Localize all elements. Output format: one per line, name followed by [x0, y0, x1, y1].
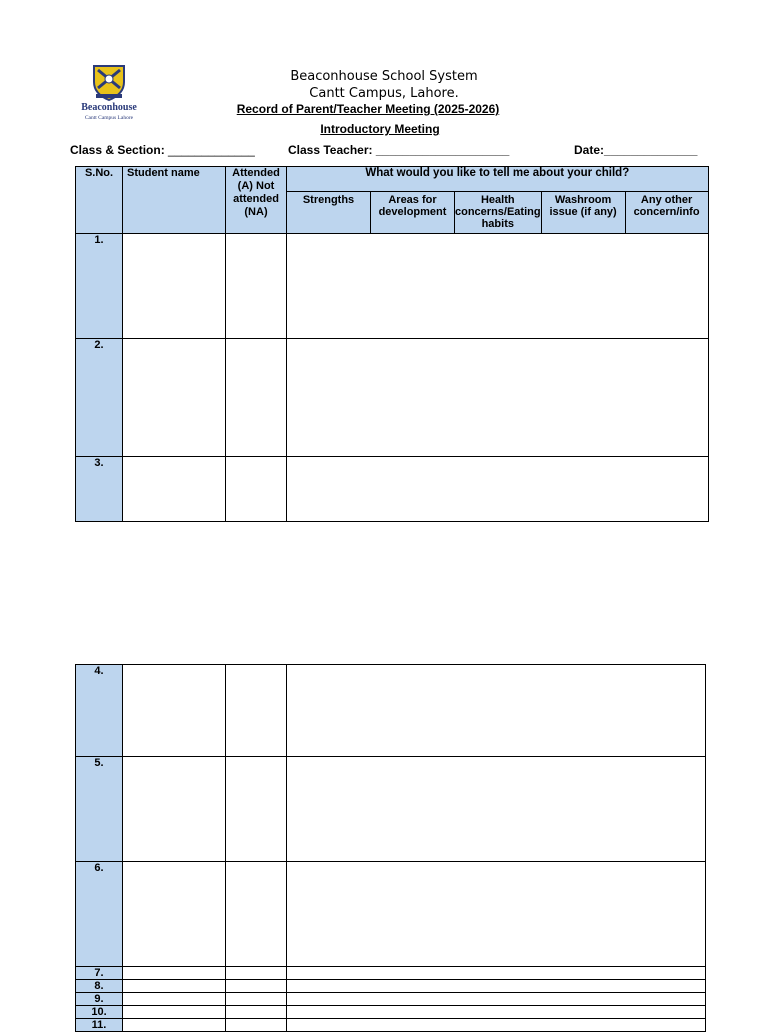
class-section-label: Class & Section:: [70, 143, 165, 157]
student-name-cell[interactable]: [123, 234, 226, 339]
table-row: [76, 862, 706, 967]
table-row: [76, 967, 706, 980]
row-number: 3.: [76, 457, 123, 522]
meeting-table-page2: [75, 664, 706, 1032]
campus-name: Cantt Campus, Lahore.: [309, 86, 459, 101]
notes-cell[interactable]: [287, 339, 709, 457]
class-section-field: [70, 143, 255, 157]
school-name: Beaconhouse School System: [290, 69, 478, 84]
class-section-blank[interactable]: _____________: [168, 143, 255, 157]
notes-cell[interactable]: [287, 757, 706, 862]
student-name-cell[interactable]: [123, 339, 226, 457]
row-number: 11.: [76, 1019, 123, 1032]
notes-cell[interactable]: [287, 665, 706, 757]
notes-cell[interactable]: [287, 980, 706, 993]
student-name-cell[interactable]: [123, 1006, 226, 1019]
table-row: [76, 980, 706, 993]
header-strengths: Strengths: [287, 192, 371, 234]
table-row: [76, 339, 709, 457]
meeting-table-page1: [75, 166, 709, 522]
student-name-cell[interactable]: [123, 457, 226, 522]
row-number: 4.: [76, 665, 123, 757]
table-row: [76, 993, 706, 1006]
class-teacher-label: Class Teacher:: [288, 143, 373, 157]
date-blank[interactable]: ______________: [604, 143, 698, 157]
attended-cell[interactable]: [226, 993, 287, 1006]
logo-subtitle: Cantt Campus Lahore: [84, 115, 134, 121]
row-number: 5.: [76, 757, 123, 862]
notes-cell[interactable]: [287, 967, 706, 980]
date-label: Date:: [574, 143, 605, 157]
table-row: [76, 457, 709, 522]
logo-name: Beaconhouse: [81, 102, 137, 113]
header-washroom: Washroom issue (if any): [541, 192, 625, 234]
row-number: 10.: [76, 1006, 123, 1019]
table-row: [76, 1006, 706, 1019]
student-name-cell[interactable]: [123, 993, 226, 1006]
student-name-cell[interactable]: [123, 980, 226, 993]
student-name-cell[interactable]: [123, 665, 226, 757]
attended-cell[interactable]: [226, 234, 287, 339]
header-areas-development: Areas for development: [371, 192, 455, 234]
row-number: 9.: [76, 993, 123, 1006]
attended-cell[interactable]: [226, 1006, 287, 1019]
class-teacher-blank[interactable]: ____________________: [375, 143, 510, 157]
meeting-title: Introductory Meeting: [320, 122, 440, 136]
header-attended: Attended (A) Not attended (NA): [226, 167, 287, 234]
attended-cell[interactable]: [226, 757, 287, 862]
header-question: What would you like to tell me about your child?: [287, 167, 709, 192]
attended-cell[interactable]: [226, 457, 287, 522]
record-title: Record of Parent/Teacher Meeting (2025-2026): [236, 102, 500, 116]
table-row: [76, 234, 709, 339]
table-row: [76, 1019, 706, 1032]
header-health: Health concerns/Eating habits: [455, 192, 542, 234]
notes-cell[interactable]: [287, 1006, 706, 1019]
row-number: 2.: [76, 339, 123, 457]
notes-cell[interactable]: [287, 234, 709, 339]
notes-cell[interactable]: [287, 1019, 706, 1032]
attended-cell[interactable]: [226, 967, 287, 980]
row-number: 6.: [76, 862, 123, 967]
notes-cell[interactable]: [287, 862, 706, 967]
attended-cell[interactable]: [226, 980, 287, 993]
table-row: [76, 757, 706, 862]
header-sno: S.No.: [76, 167, 123, 234]
attended-cell[interactable]: [226, 862, 287, 967]
student-name-cell[interactable]: [123, 967, 226, 980]
student-name-cell[interactable]: [123, 757, 226, 862]
class-teacher-field: [288, 143, 509, 157]
table-row: [76, 665, 706, 757]
attended-cell[interactable]: [226, 665, 287, 757]
date-field: [574, 143, 697, 157]
student-name-cell[interactable]: [123, 862, 226, 967]
row-number: 8.: [76, 980, 123, 993]
header-other-concern: Any other concern/info: [625, 192, 708, 234]
student-name-cell[interactable]: [123, 1019, 226, 1032]
attended-cell[interactable]: [226, 1019, 287, 1032]
notes-cell[interactable]: [287, 457, 709, 522]
header-student-name: Student name: [123, 167, 226, 234]
row-number: 1.: [76, 234, 123, 339]
notes-cell[interactable]: [287, 993, 706, 1006]
attended-cell[interactable]: [226, 339, 287, 457]
row-number: 7.: [76, 967, 123, 980]
